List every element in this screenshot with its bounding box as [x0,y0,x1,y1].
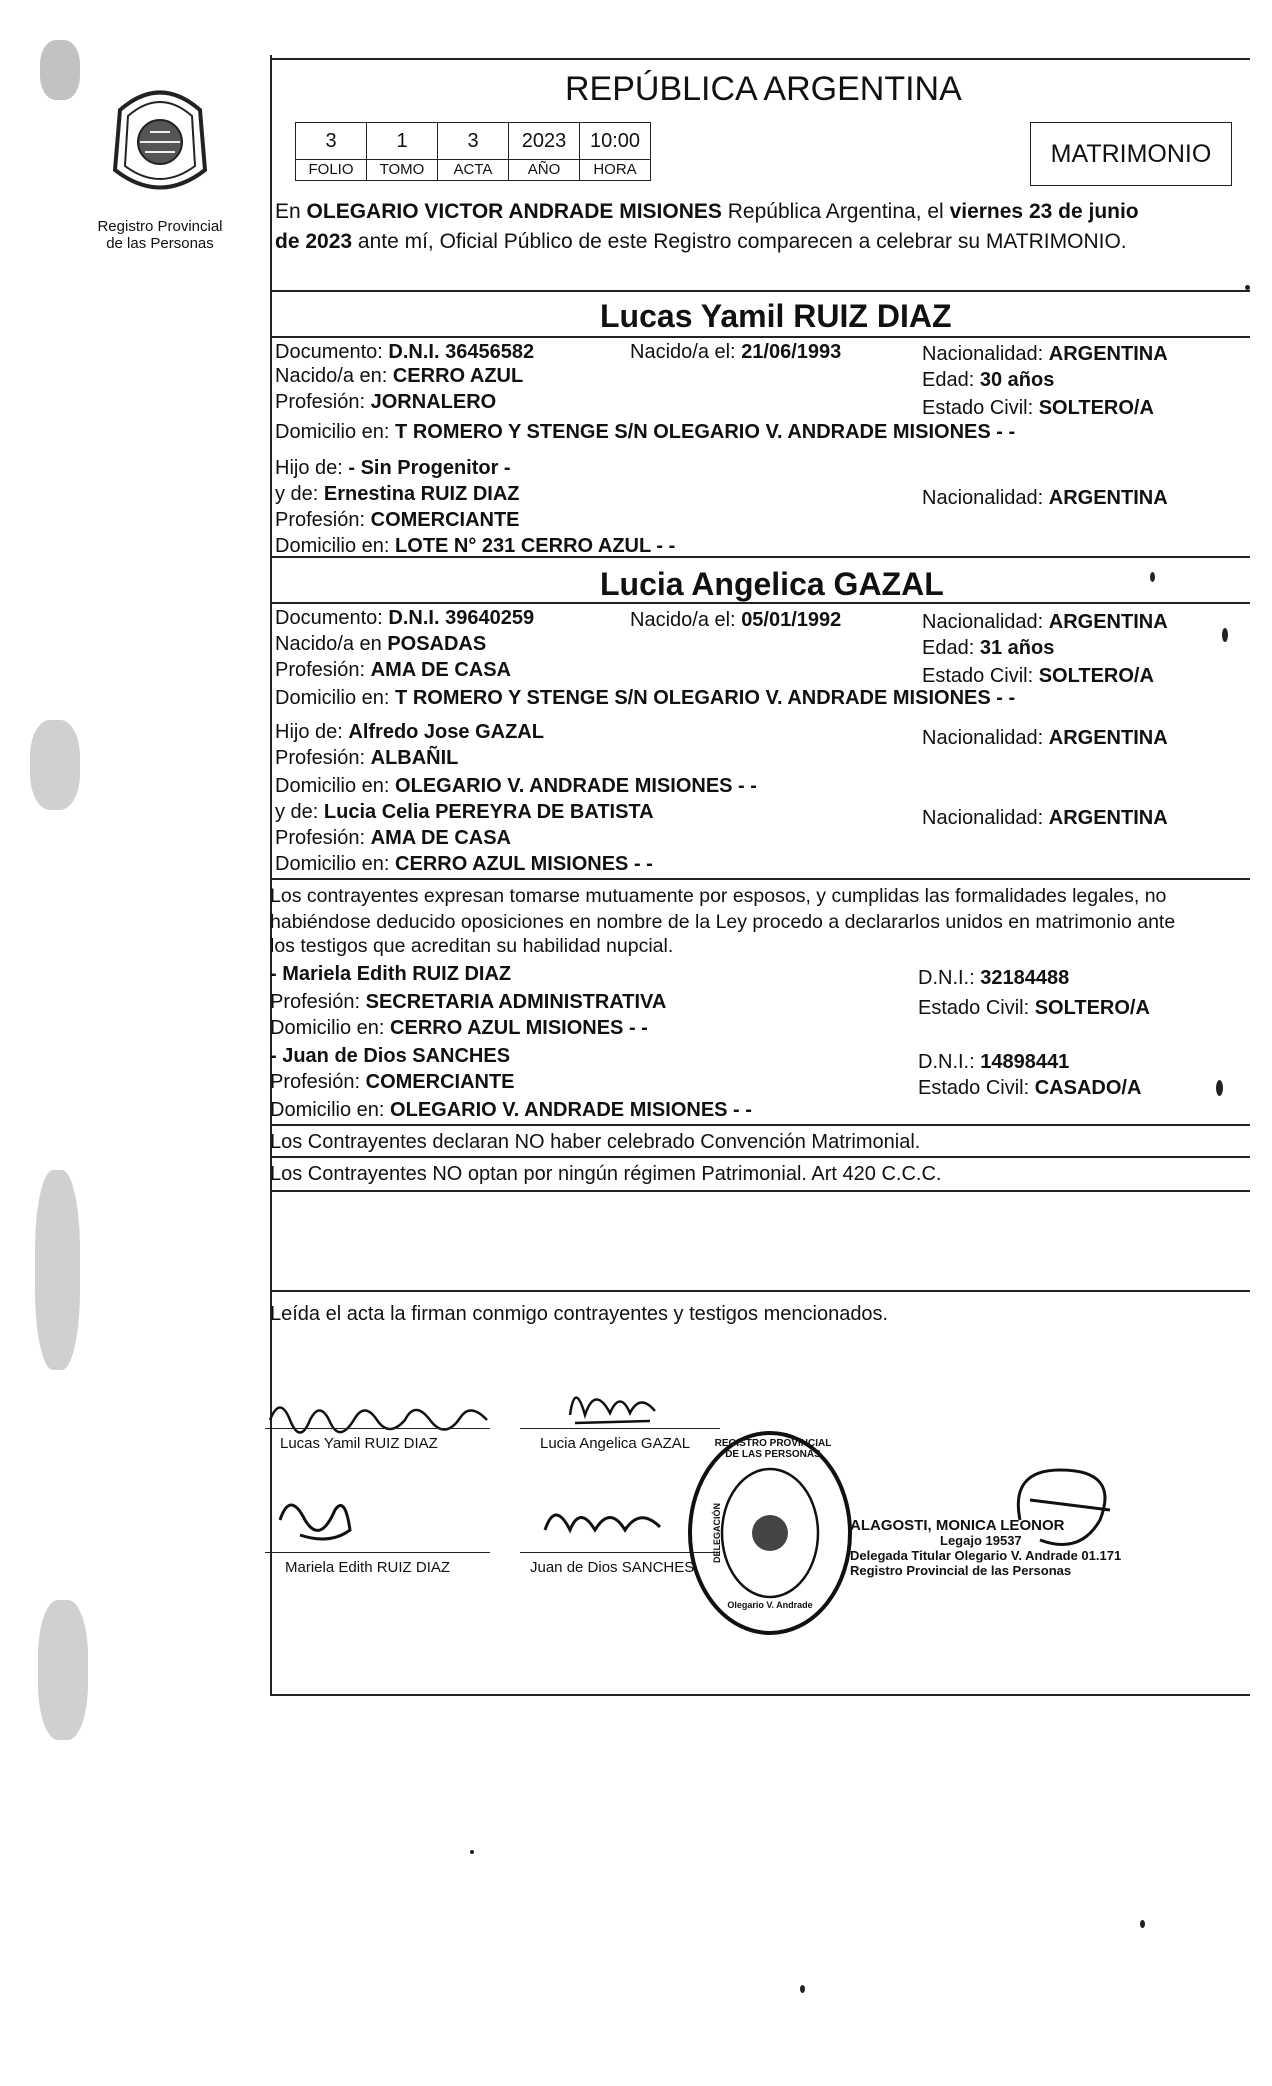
folio-value: 3 [295,122,367,160]
regime-note: Los Contrayentes NO optan por ningún régimen Patrimonial. Art 420 C.C.C. [270,1163,942,1185]
country-title: REPÚBLICA ARGENTINA [565,70,962,108]
stamp-inner-text: Olegario V. Andrade [727,1600,813,1610]
scan-speck [1150,572,1155,582]
stamp-left-text: DELEGACIÓN [712,1502,723,1564]
groom-doc: Documento: D.N.I. 36456582 [275,341,535,363]
witness-2-signature-name: Juan de Dios SANCHES [530,1559,695,1576]
scan-speck [470,1850,474,1854]
groom-section-end [270,556,1250,558]
regime-divider [270,1190,1250,1192]
hour-label: HORA [580,160,651,181]
bride-divider [270,602,1250,604]
groom-parent-2-nationality: Nacionalidad: ARGENTINA [922,487,1168,509]
bride-mother: y de: Lucia Celia PEREYRA DE BATISTA [275,801,654,823]
officer-block [850,1518,1121,1578]
registry-name: Registro Provincial de las Personas [97,218,223,252]
intro-date-1: viernes 23 de junio [949,200,1139,223]
declaration-line-2: habiéndose deducido oposiciones en nombre de la Ley procedo a declararlos unidos en matrimonio ante [270,911,1176,933]
scan-speck [1140,1920,1145,1928]
bride-profession: Profesión: AMA DE CASA [275,659,511,681]
acta-value: 3 [438,122,509,160]
witness-1-signature-name: Mariela Edith RUIZ DIAZ [285,1559,451,1576]
bride-doc: Documento: D.N.I. 39640259 [275,607,535,629]
groom-birthplace: Nacido/a en: CERRO AZUL [275,365,524,387]
witness-1-dni: D.N.I.: 32184488 [918,967,1070,989]
provincial-seal-icon [100,80,220,210]
bride-birthdate: Nacido/a el: 05/01/1992 [630,609,842,631]
intro-line-2: de 2023 ante mí, Oficial Público de este Registro comparecen a celebrar su MATRIMONIO. [275,230,1127,253]
witness-1-name: - Mariela Edith RUIZ DIAZ [270,963,512,985]
bride-nationality: Nacionalidad: ARGENTINA [922,611,1168,633]
groom-parent-2-address: Domicilio en: LOTE N° 231 CERRO AZUL - - [275,535,676,557]
officer-name: ALAGOSTI, MONICA LEONOR [850,1517,1065,1534]
witness-1-signature-scribble [270,1490,360,1557]
witness-section-end [270,1124,1250,1126]
groom-birthdate: Nacido/a el: 21/06/1993 [630,341,842,363]
tomo-label: TOMO [367,160,438,181]
bride-father-nationality: Nacionalidad: ARGENTINA [922,727,1168,749]
witness-1-civil: Estado Civil: SOLTERO/A [918,997,1150,1019]
bride-name: Lucia Angelica GAZAL [600,566,944,602]
closing-statement: Leída el acta la firman conmigo contrayentes y testigos mencionados. [270,1303,889,1325]
bride-father-address: Domicilio en: OLEGARIO V. ANDRADE MISIONES - - [275,775,757,797]
scan-smudge [38,1600,88,1740]
declaration-line-3: los testigos que acreditan su habilidad nupcial. [270,935,674,957]
scan-smudge [35,1170,80,1370]
bride-civil: Estado Civil: SOLTERO/A [922,665,1154,687]
folio-label: FOLIO [295,160,367,181]
record-type-box: MATRIMONIO [1030,122,1232,186]
groom-address: Domicilio en: T ROMERO Y STENGE S/N OLEGARIO V. ANDRADE MISIONES - - [275,421,1016,443]
groom-parent-2: y de: Ernestina RUIZ DIAZ [275,483,520,505]
bride-address: Domicilio en: T ROMERO Y STENGE S/N OLEGARIO V. ANDRADE MISIONES - - [275,687,1016,709]
bride-father-profession: Profesión: ALBAÑIL [275,747,459,769]
intro-place: OLEGARIO VICTOR ANDRADE MISIONES [306,200,722,223]
tomo-value: 1 [367,122,438,160]
record-id-table [295,122,651,181]
convention-note: Los Contrayentes declaran NO haber celebrado Convención Matrimonial. [270,1131,921,1153]
bride-section-end [270,878,1250,880]
intro-line-1: En OLEGARIO VICTOR ANDRADE MISIONES República Argentina, el viernes 23 de junio [275,200,1139,223]
groom-civil: Estado Civil: SOLTERO/A [922,397,1154,419]
stamp-outer-text: REGISTRO PROVINCIAL DE LAS PERSONAS [714,1438,832,1460]
bride-mother-address: Domicilio en: CERRO AZUL MISIONES - - [275,853,653,875]
groom-divider [270,336,1250,338]
witness-1-address: Domicilio en: CERRO AZUL MISIONES - - [270,1017,648,1039]
top-border [270,58,1250,60]
intro-date-2: de 2023 [275,230,353,253]
registry-logo [100,80,220,210]
groom-parent-1: Hijo de: - Sin Progenitor - [275,457,511,479]
witness-2-dni: D.N.I.: 14898441 [918,1051,1070,1073]
groom-name: Lucas Yamil RUIZ DIAZ [600,298,952,334]
witness-1-profession: Profesión: SECRETARIA ADMINISTRATIVA [270,991,667,1013]
groom-signature-name: Lucas Yamil RUIZ DIAZ [280,1435,438,1452]
witness-2-signature-scribble [535,1495,675,1557]
witness-2-civil: Estado Civil: CASADO/A [918,1077,1142,1099]
note-divider [270,1156,1250,1158]
section-divider [270,290,1250,292]
witness-1-signature-line [265,1552,490,1553]
officer-legajo: Legajo 19537 [940,1533,1022,1548]
bride-birthplace: Nacido/a en POSADAS [275,633,487,655]
scan-speck [1245,285,1250,290]
scan-smudge [30,720,80,810]
bride-mother-nationality: Nacionalidad: ARGENTINA [922,807,1168,829]
hour-value: 10:00 [580,122,651,160]
groom-profession: Profesión: JORNALERO [275,391,497,413]
groom-age: Edad: 30 años [922,369,1055,391]
groom-nationality: Nacionalidad: ARGENTINA [922,343,1168,365]
witness-2-name: - Juan de Dios SANCHES [270,1045,511,1067]
scan-speck [1222,628,1228,642]
official-stamp [685,1428,855,1638]
scan-speck [1216,1080,1223,1096]
bride-signature-name: Lucia Angelica GAZAL [540,1435,691,1452]
officer-registry: Registro Provincial de las Personas [850,1563,1072,1578]
blank-area-divider [270,1290,1250,1292]
bride-mother-profession: Profesión: AMA DE CASA [275,827,511,849]
year-value: 2023 [509,122,580,160]
groom-parent-2-profession: Profesión: COMERCIANTE [275,509,520,531]
bride-father: Hijo de: Alfredo Jose GAZAL [275,721,544,743]
bottom-border [270,1694,1250,1696]
scan-smudge [40,40,80,100]
witness-2-profession: Profesión: COMERCIANTE [270,1071,515,1093]
bride-age: Edad: 31 años [922,637,1055,659]
officer-title: Delegada Titular Olegario V. Andrade 01.171 [850,1548,1122,1563]
scan-speck [800,1985,805,1993]
declaration-line-1: Los contrayentes expresan tomarse mutuamente por esposos, y cumplidas las formalidades legales, no [270,885,1167,907]
year-label: AÑO [509,160,580,181]
witness-2-address: Domicilio en: OLEGARIO V. ANDRADE MISIONES - - [270,1099,752,1121]
acta-label: ACTA [438,160,509,181]
left-border [270,55,272,1695]
groom-signature-line [265,1428,490,1429]
